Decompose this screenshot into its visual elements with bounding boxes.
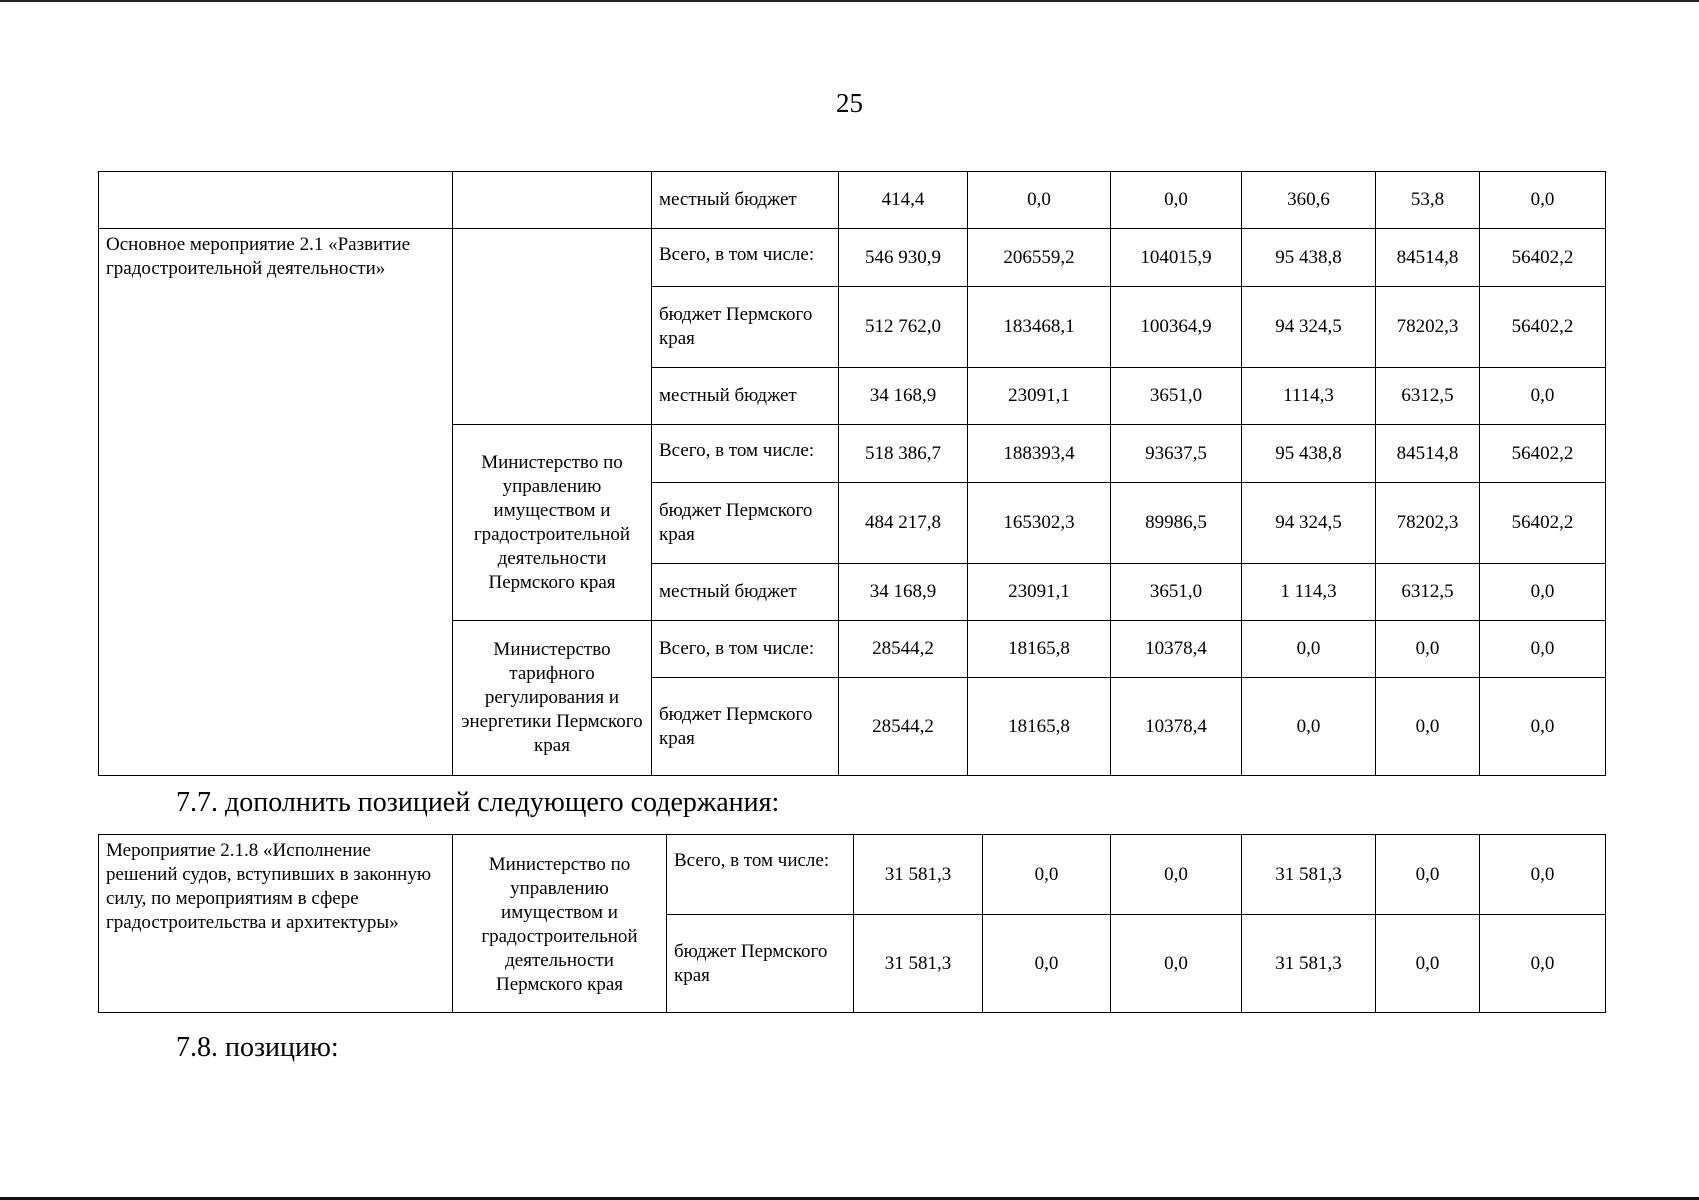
value-cell: 0,0 bbox=[1111, 835, 1242, 915]
source-cell: Всего, в том числе: bbox=[652, 229, 839, 287]
table-row bbox=[99, 172, 1606, 229]
value-cell: 0,0 bbox=[1376, 621, 1480, 678]
source-cell: Всего, в том числе: bbox=[652, 621, 839, 678]
value-cell: 23091,1 bbox=[968, 368, 1111, 425]
value-cell: 183468,1 bbox=[968, 287, 1111, 368]
value-cell: 0,0 bbox=[1242, 621, 1376, 678]
value-cell: 78202,3 bbox=[1376, 287, 1480, 368]
executor-name-cell: Министерство по управлению имуществом и градостроительной деятельности Пермского края bbox=[453, 835, 667, 1013]
source-cell: бюджет Пермского края bbox=[652, 678, 839, 776]
value-cell: 34 168,9 bbox=[839, 564, 968, 621]
value-cell: 95 438,8 bbox=[1242, 425, 1376, 483]
value-cell: 95 438,8 bbox=[1242, 229, 1376, 287]
value-cell: 84514,8 bbox=[1376, 229, 1480, 287]
source-cell: местный бюджет bbox=[652, 564, 839, 621]
value-cell: 1114,3 bbox=[1242, 368, 1376, 425]
value-cell: 0,0 bbox=[1111, 172, 1242, 229]
value-cell: 31 581,3 bbox=[854, 915, 983, 1013]
value-cell: 0,0 bbox=[1480, 915, 1606, 1013]
source-cell: местный бюджет bbox=[652, 172, 839, 229]
value-cell: 484 217,8 bbox=[839, 483, 968, 564]
source-cell: Всего, в том числе: bbox=[652, 425, 839, 483]
value-cell: 93637,5 bbox=[1111, 425, 1242, 483]
executor-cell-empty bbox=[453, 172, 652, 229]
value-cell: 0,0 bbox=[1480, 172, 1606, 229]
value-cell: 28544,2 bbox=[839, 621, 968, 678]
value-cell: 23091,1 bbox=[968, 564, 1111, 621]
value-cell: 89986,5 bbox=[1111, 483, 1242, 564]
value-cell: 360,6 bbox=[1242, 172, 1376, 229]
value-cell: 0,0 bbox=[1480, 835, 1606, 915]
value-cell: 0,0 bbox=[1111, 915, 1242, 1013]
value-cell: 94 324,5 bbox=[1242, 483, 1376, 564]
value-cell: 0,0 bbox=[1480, 564, 1606, 621]
value-cell: 104015,9 bbox=[1111, 229, 1242, 287]
table-row bbox=[99, 229, 1606, 287]
value-cell: 56402,2 bbox=[1480, 287, 1606, 368]
value-cell: 0,0 bbox=[968, 172, 1111, 229]
value-cell: 10378,4 bbox=[1111, 621, 1242, 678]
value-cell: 0,0 bbox=[1480, 368, 1606, 425]
value-cell: 188393,4 bbox=[968, 425, 1111, 483]
value-cell: 53,8 bbox=[1376, 172, 1480, 229]
value-cell: 31 581,3 bbox=[1242, 915, 1376, 1013]
value-cell: 28544,2 bbox=[839, 678, 968, 776]
value-cell: 512 762,0 bbox=[839, 287, 968, 368]
event-cell-empty bbox=[99, 172, 453, 229]
value-cell: 18165,8 bbox=[968, 621, 1111, 678]
value-cell: 1 114,3 bbox=[1242, 564, 1376, 621]
value-cell: 546 930,9 bbox=[839, 229, 968, 287]
page-number: 25 bbox=[836, 88, 863, 118]
scan-edge-top bbox=[0, 0, 1699, 2]
source-cell: Всего, в том числе: bbox=[667, 835, 854, 915]
value-cell: 31 581,3 bbox=[854, 835, 983, 915]
event-name-cell: Основное мероприятие 2.1 «Развитие градостроительной деятельности» bbox=[99, 229, 453, 776]
value-cell: 10378,4 bbox=[1111, 678, 1242, 776]
value-cell: 56402,2 bbox=[1480, 483, 1606, 564]
value-cell: 3651,0 bbox=[1111, 564, 1242, 621]
value-cell: 31 581,3 bbox=[1242, 835, 1376, 915]
value-cell: 414,4 bbox=[839, 172, 968, 229]
value-cell: 518 386,7 bbox=[839, 425, 968, 483]
value-cell: 0,0 bbox=[1242, 678, 1376, 776]
value-cell: 0,0 bbox=[983, 835, 1111, 915]
budget-table-main bbox=[98, 171, 1606, 776]
source-cell: бюджет Пермского края bbox=[652, 483, 839, 564]
executor-cell-empty bbox=[453, 229, 652, 425]
value-cell: 0,0 bbox=[1376, 835, 1480, 915]
executor-name-cell: Министерство тарифного регулирования и энергетики Пермского края bbox=[453, 621, 652, 776]
value-cell: 165302,3 bbox=[968, 483, 1111, 564]
value-cell: 18165,8 bbox=[968, 678, 1111, 776]
table-row bbox=[99, 835, 1606, 915]
value-cell: 0,0 bbox=[1480, 621, 1606, 678]
executor-name-cell: Министерство по управлению имуществом и градостроительной деятельности Пермского края bbox=[453, 425, 652, 621]
budget-table-added bbox=[98, 834, 1606, 1013]
value-cell: 6312,5 bbox=[1376, 564, 1480, 621]
value-cell: 34 168,9 bbox=[839, 368, 968, 425]
value-cell: 94 324,5 bbox=[1242, 287, 1376, 368]
value-cell: 100364,9 bbox=[1111, 287, 1242, 368]
value-cell: 3651,0 bbox=[1111, 368, 1242, 425]
source-cell: бюджет Пермского края bbox=[667, 915, 854, 1013]
event-name-cell: Мероприятие 2.1.8 «Исполнение решений судов, вступивших в законную силу, по мероприятиям в сфере градостроительства и архитектуры» bbox=[99, 835, 453, 1013]
source-cell: бюджет Пермского края bbox=[652, 287, 839, 368]
value-cell: 56402,2 bbox=[1480, 425, 1606, 483]
section-heading-7-7: 7.7. дополнить позицией следующего содержания: bbox=[176, 787, 780, 818]
value-cell: 78202,3 bbox=[1376, 483, 1480, 564]
value-cell: 6312,5 bbox=[1376, 368, 1480, 425]
value-cell: 0,0 bbox=[1376, 678, 1480, 776]
value-cell: 0,0 bbox=[1480, 678, 1606, 776]
value-cell: 206559,2 bbox=[968, 229, 1111, 287]
value-cell: 0,0 bbox=[983, 915, 1111, 1013]
section-heading-7-8: 7.8. позицию: bbox=[176, 1032, 339, 1063]
value-cell: 0,0 bbox=[1376, 915, 1480, 1013]
source-cell: местный бюджет bbox=[652, 368, 839, 425]
value-cell: 56402,2 bbox=[1480, 229, 1606, 287]
value-cell: 84514,8 bbox=[1376, 425, 1480, 483]
